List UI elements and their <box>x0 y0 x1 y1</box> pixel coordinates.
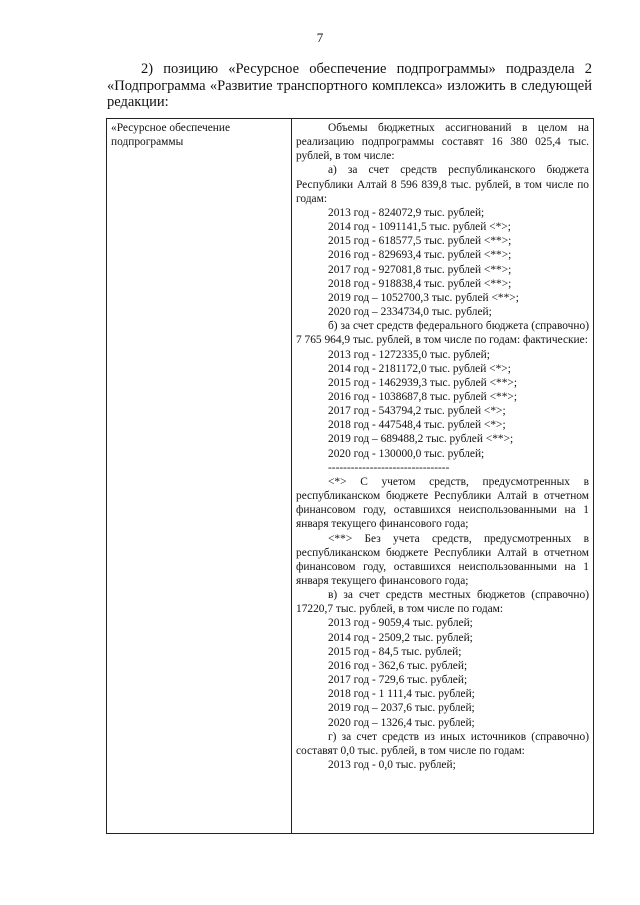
year-allocation-line: 2013 год - 9059,4 тыс. рублей; <box>328 617 473 630</box>
year-allocation-line: 2017 год - 927081,8 тыс. рублей <**>; <box>328 263 512 276</box>
year-allocation-line: 2018 год - 447548,4 тыс. рублей <*>; <box>328 419 506 432</box>
year-allocation-line: 2020 год – 2334734,0 тыс. рублей; <box>328 306 492 319</box>
year-allocation-line: 2019 год – 2037,6 тыс. рублей; <box>328 702 475 715</box>
year-allocation-line: 2019 год – 1052700,3 тыс. рублей <**>; <box>328 291 519 304</box>
text-paragraph: г) за счет средств из иных источников (справочно) составят 0,0 тыс. рублей, в том числе по годам: <box>296 730 589 757</box>
resource-table <box>106 118 594 834</box>
text-paragraph: в) за счет средств местных бюджетов (справочно) 17220,7 тыс. рублей, в том числе по годам: <box>296 589 589 616</box>
year-allocation-line: 2017 год - 729,6 тыс. рублей; <box>328 674 468 687</box>
year-allocation-line: 2018 год - 918838,4 тыс. рублей <**>; <box>328 277 512 290</box>
text-paragraph: <**> Без учета средств, предусмотренных в республиканском бюджете Республики Алтай в отчетном финансовом году, оставшихся неиспользованными на 1 января текущего финансового года; <box>296 532 589 587</box>
year-allocation-line: 2020 год – 1326,4 тыс. рублей; <box>328 716 475 729</box>
year-allocation-line: 2016 год - 829693,4 тыс. рублей <**>; <box>328 249 512 262</box>
year-allocation-line: 2016 год - 362,6 тыс. рублей; <box>328 659 468 672</box>
year-allocation-line: 2017 год - 543794,2 тыс. рублей <*>; <box>328 405 506 418</box>
year-allocation-line: 2019 год – 689488,2 тыс. рублей <**>; <box>328 433 514 446</box>
year-allocation-line: 2013 год - 824072,9 тыс. рублей; <box>328 206 485 219</box>
year-allocation-line: 2014 год - 2509,2 тыс. рублей; <box>328 631 473 644</box>
intro-paragraph: 2) позицию «Ресурсное обеспечение подпрограммы» подраздела 2 «Подпрограмма «Развитие транспортного комплекса» изложить в следующей редакции: <box>107 61 592 110</box>
text-paragraph: <*> С учетом средств, предусмотренных в республиканском бюджете Республики Алтай в отчетном финансовом году, оставшихся неиспользованными на 1 января текущего финансового года; <box>296 475 589 531</box>
left-cell-label: «Ресурсное обеспечение подпрограммы <box>107 119 292 834</box>
year-allocation-line: 2014 год - 1091141,5 тыс. рублей <*>; <box>328 221 511 234</box>
text-paragraph: а) за счет средств республиканского бюджета Республики Алтай 8 596 839,8 тыс. рублей, в том числе по годам: <box>296 164 589 205</box>
page-number: 7 <box>316 30 324 45</box>
right-cell-content <box>292 119 594 834</box>
year-allocation-line: 2015 год - 84,5 тыс. рублей; <box>328 645 462 658</box>
year-allocation-line: 2015 год - 1462939,3 тыс. рублей <**>; <box>328 376 517 389</box>
text-paragraph: Объемы бюджетных ассигнований в целом на реализацию подпрограммы составят 16 380 025,4 тыс. рублей, в том числе: <box>296 122 589 163</box>
year-allocation-line: 2013 год - 1272335,0 тыс. рублей; <box>328 348 490 361</box>
year-allocation-line: 2014 год - 2181172,0 тыс. рублей <*>; <box>328 362 511 375</box>
year-allocation-line: 2016 год - 1038687,8 тыс. рублей <**>; <box>328 390 517 403</box>
year-allocation-line: 2015 год - 618577,5 тыс. рублей <**>; <box>328 235 512 248</box>
footnote-separator: -------------------------------- <box>328 461 450 474</box>
table-row <box>107 119 594 834</box>
year-allocation-line: 2018 год - 1 111,4 тыс. рублей; <box>328 688 475 701</box>
year-allocation-line: 2013 год - 0,0 тыс. рублей; <box>328 759 456 772</box>
year-allocation-line: 2020 год - 130000,0 тыс. рублей; <box>328 447 485 460</box>
text-paragraph: б) за счет средств федерального бюджета (справочно) 7 765 964,9 тыс. рублей, в том числе по годам: фактические: <box>296 320 589 347</box>
